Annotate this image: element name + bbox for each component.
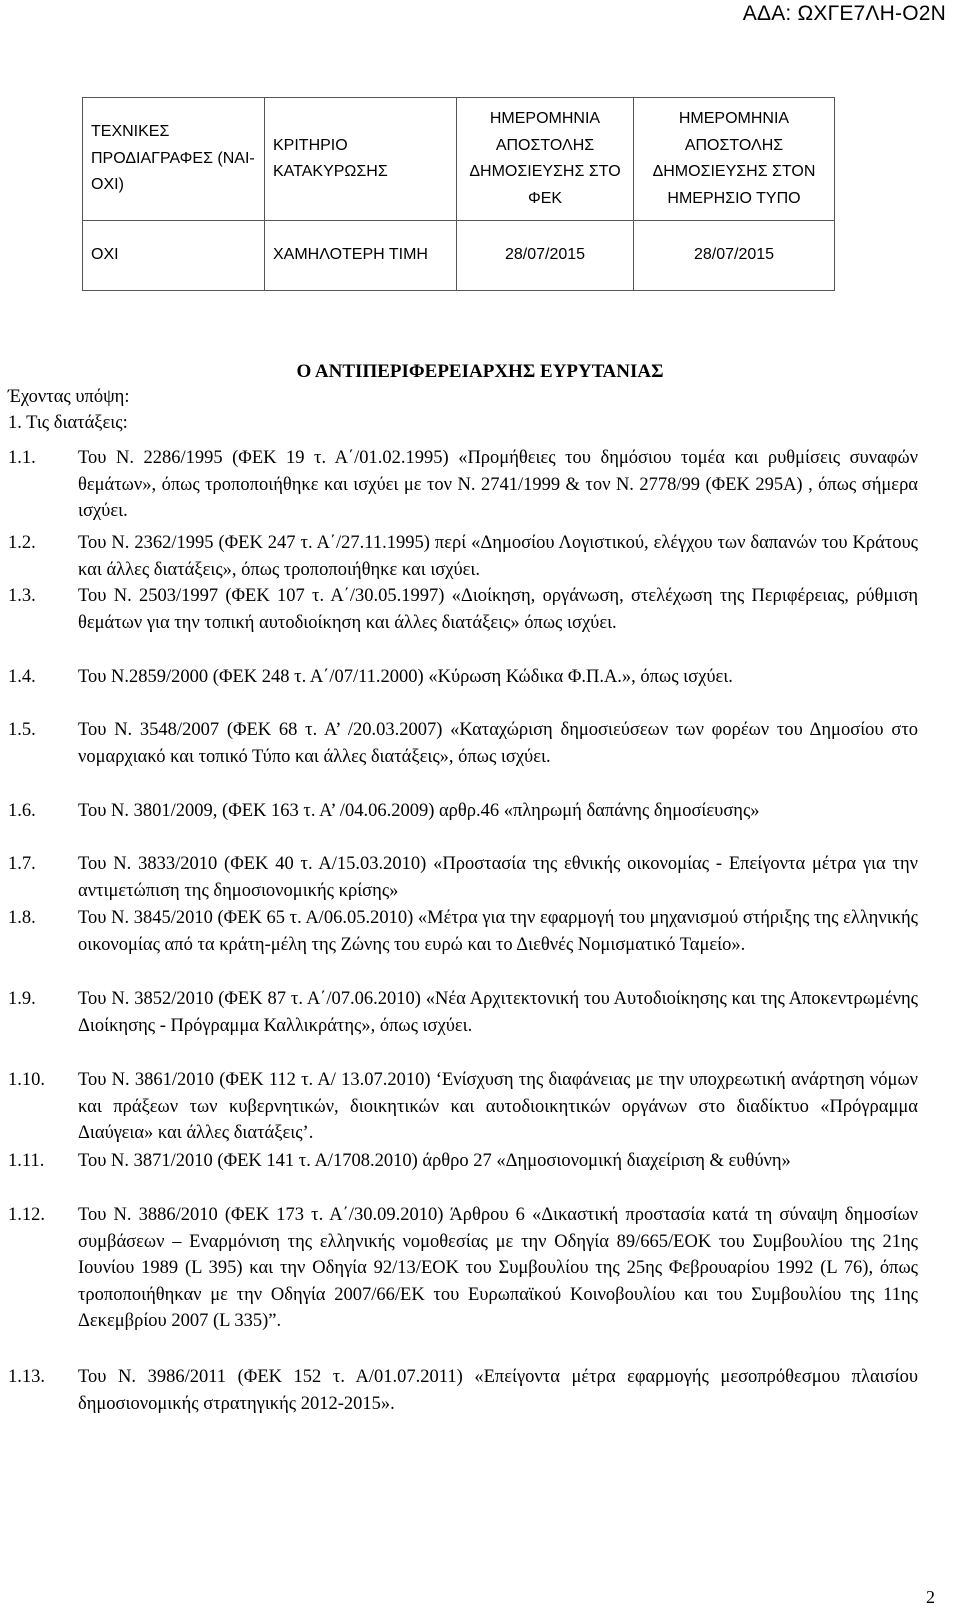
item-text: Του Ν. 2286/1995 (ΦΕΚ 19 τ. Α΄/01.02.1995) «Προμήθειες του δημόσιου τομέα και ρυθμίσεις συναφών θεμάτων», όπως τροποποιήθηκε και ισχύει με τον Ν. 2741/1999 & τον Ν. 2778/99 (ΦΕΚ 295Α) , όπως σήμερα ισχύει. — [78, 448, 918, 521]
list-item — [8, 1067, 918, 1147]
section-title: 1. Τις διατάξεις: — [8, 413, 128, 433]
ada-code: ΑΔΑ: ΩΧΓΕ7ΛΗ-Ο2Ν — [742, 2, 946, 25]
item-text: Του Ν. 2503/1997 (ΦΕΚ 107 τ. Α΄/30.05.1997) «Διοίκηση, οργάνωση, στελέχωση της Περιφέρειας, ρύθμιση θεμάτων για την τοπική αυτοδιοίκηση και άλλες διατάξεις» όπως ισχύει. — [78, 586, 918, 633]
procurement-info-table — [82, 97, 835, 291]
table-header-cell: ΚΡΙΤΗΡΙΟ ΚΑΤΑΚΥΡΩΣΗΣ — [265, 98, 457, 221]
item-text: Του Ν. 2362/1995 (ΦΕΚ 247 τ. Α΄/27.11.1995) περί «Δημοσίου Λογιστικού, ελέγχου των δαπανών του Κράτους και άλλες διατάξεις», όπως τροποποιήθηκε και ισχύει. — [78, 533, 918, 580]
table-header-cell: ΤΕΧΝΙΚΕΣ ΠΡΟΔΙΑΓΡΑΦΕΣ (ΝΑΙ-ΟΧΙ) — [83, 98, 265, 221]
item-number: 1.2. — [8, 533, 36, 553]
page-number: 2 — [926, 1587, 935, 1607]
table-cell: 28/07/2015 — [634, 221, 835, 291]
intro-text: Έχοντας υπόψη: — [8, 387, 130, 407]
item-number: 1.10. — [8, 1070, 45, 1090]
item-text: Του Ν. 3801/2009, (ΦΕΚ 163 τ. Α’ /04.06.2009) αρθρ.46 «πληρωμή δαπάνης δημοσίευσης» — [78, 801, 760, 821]
list-item — [8, 583, 918, 636]
table-header-cell: ΗΜΕΡΟΜΗΝΙΑ ΑΠΟΣΤΟΛΗΣ ΔΗΜΟΣΙΕΥΣΗΣ ΣΤΟΝ ΗΜΕΡΗΣΙΟ ΤΥΠΟ — [634, 98, 835, 221]
list-item — [8, 798, 918, 825]
item-text: Του Ν. 3871/2010 (ΦΕΚ 141 τ. Α/1708.2010) άρθρο 27 «Δημοσιονομική διαχείριση & ευθύνη» — [78, 1151, 791, 1171]
list-item — [8, 986, 918, 1039]
item-number: 1.13. — [8, 1367, 45, 1387]
item-number: 1.1. — [8, 448, 36, 468]
item-number: 1.5. — [8, 720, 36, 740]
item-text: Του Ν. 3886/2010 (ΦΕΚ 173 τ. Α΄/30.09.2010) Άρθρου 6 «Δικαστική προστασία κατά τη σύναψη δημοσίων συμβάσεων – Εναρμόνιση της ελληνικής νομοθεσίας με την Οδηγία 89/665/ΕΟΚ του Συμβουλίου της 21ης Ιουνίου 1989 (L 395) και την Οδηγία 92/13/ΕΟΚ του Συμβουλίου της 25ης Φεβρουαρίου 1992 (L 76), όπως τροποποιήθηκαν με την Οδηγία 2007/66/ΕΚ του Ευρωπαϊκού Κοινοβουλίου και του Συμβουλίου της 11ης Δεκεμβρίου 2007 (L 335)”. — [78, 1205, 918, 1331]
list-item — [8, 905, 918, 958]
document-heading: Ο ΑΝΤΙΠΕΡΙΦΕΡΕΙΑΡΧΗΣ ΕΥΡΥΤΑΝΙΑΣ — [296, 361, 664, 382]
item-text: Του Ν. 3833/2010 (ΦΕΚ 40 τ. Α/15.03.2010) «Προστασία της εθνικής οικονομίας - Επείγοντα μέτρα για την αντιμετώπιση της δημοσιονομικής κρίσης» — [78, 854, 918, 901]
item-text: Του Ν. 3861/2010 (ΦΕΚ 112 τ. Α/ 13.07.2010) ‘Ενίσχυση της διαφάνειας με την υποχρεωτική ανάρτηση νόμων και πράξεων των κυβερνητικών, διοικητικών και αυτοδιοικητικών οργάνων στο διαδίκτυο «Πρόγραμμα Διαύγεια» και άλλες διατάξεις’. — [78, 1070, 918, 1143]
list-item — [8, 530, 918, 583]
item-number: 1.9. — [8, 989, 36, 1009]
table-header-cell: ΗΜΕΡΟΜΗΝΙΑ ΑΠΟΣΤΟΛΗΣ ΔΗΜΟΣΙΕΥΣΗΣ ΣΤΟ ΦΕΚ — [457, 98, 634, 221]
list-item — [8, 1148, 918, 1175]
item-text: Του Ν. 3845/2010 (ΦΕΚ 65 τ. Α/06.05.2010) «Μέτρα για την εφαρμογή του μηχανισμού στήριξης της ελληνικής οικονομίας από τα κράτη-μέλη της Ζώνης του ευρώ και το Διεθνές Νομισματικό Ταμείο». — [78, 908, 918, 955]
table-header-row — [83, 98, 835, 221]
table-cell: ΟΧΙ — [83, 221, 265, 291]
list-item — [8, 851, 918, 904]
list-item — [8, 664, 918, 691]
item-number: 1.8. — [8, 908, 36, 928]
item-number: 1.11. — [8, 1151, 45, 1171]
item-number: 1.6. — [8, 801, 36, 821]
table-cell: ΧΑΜΗΛΟΤΕΡΗ ΤΙΜΗ — [265, 221, 457, 291]
list-item — [8, 1364, 918, 1417]
list-item — [8, 445, 918, 525]
table-cell: 28/07/2015 — [457, 221, 634, 291]
table-row — [83, 221, 835, 291]
item-number: 1.7. — [8, 854, 36, 874]
list-item — [8, 1202, 918, 1335]
item-text: Του Ν. 3548/2007 (ΦΕΚ 68 τ. Α’ /20.03.2007) «Καταχώριση δημοσιεύσεων των φορέων του Δημοσίου στο νομαρχιακό και τοπικό Τύπο και άλλες διατάξεις», όπως ισχύει. — [78, 720, 918, 767]
item-number: 1.12. — [8, 1205, 45, 1225]
item-text: Του Ν.2859/2000 (ΦΕΚ 248 τ. Α΄/07/11.2000) «Κύρωση Κώδικα Φ.Π.Α.», όπως ισχύει. — [78, 667, 733, 687]
item-number: 1.3. — [8, 586, 36, 606]
item-text: Του Ν. 3852/2010 (ΦΕΚ 87 τ. Α΄/07.06.2010) «Νέα Αρχιτεκτονική του Αυτοδιοίκησης και της Αποκεντρωμένης Διοίκησης - Πρόγραμμα Καλλικράτης», όπως ισχύει. — [78, 989, 918, 1036]
item-text: Του Ν. 3986/2011 (ΦΕΚ 152 τ. Α/01.07.2011) «Επείγοντα μέτρα εφαρμογής μεσοπρόθεσμου πλαισίου δημοσιονομικής στρατηγικής 2012-2015». — [78, 1367, 918, 1414]
item-number: 1.4. — [8, 667, 36, 687]
list-item — [8, 717, 918, 770]
